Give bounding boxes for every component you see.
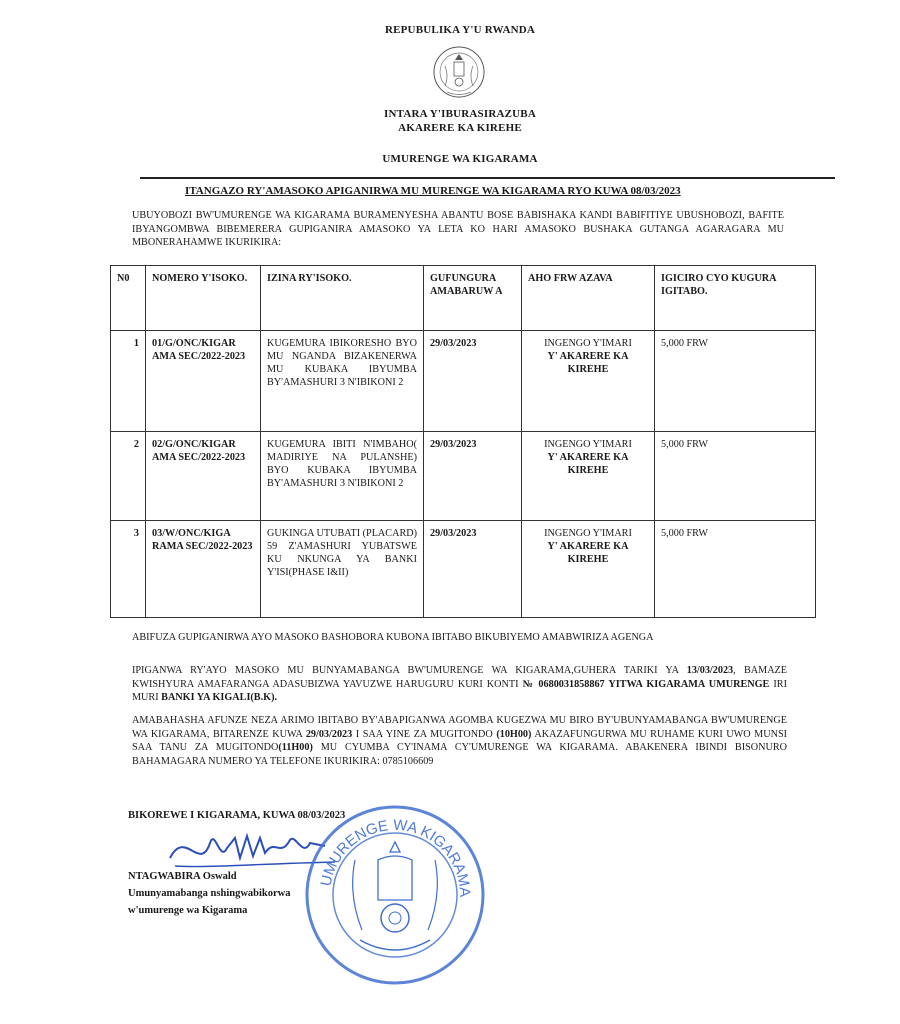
opening-date: 29/03/2023: [424, 432, 522, 521]
table-row: [111, 521, 816, 618]
svg-text:UMURENGE WA KIGARAMA: UMURENGE WA KIGARAMA: [317, 816, 474, 898]
payment-text-2: , BAMAZE KWISHYURA AMAFARANGA ADASUBIZWA YAVUZWE HARUGURU KURI KONTI: [132, 665, 787, 690]
submission-deadline: 29/03/2023: [305, 728, 353, 740]
row-number: 3: [111, 521, 146, 618]
submission-time: (10H00): [496, 728, 532, 740]
document-price: 5,000 FRW: [655, 432, 816, 521]
submission-text-1: AMABAHASHA AFUNZE NEZA ARIMO IBITABO BY'ABAPIGANWA AGOMBA KUGEZWA MU BIRO BY'UBUNYAMABANGA BW'UMURENGE WA KIGARAMA, BITARENZE KUWA: [132, 715, 787, 740]
col-header-document-price: IGICIRO CYO KUGURA IGITABO.: [655, 266, 816, 331]
col-header-tender-name: IZINA RY'ISOKO.: [261, 266, 424, 331]
submission-paragraph: [132, 714, 787, 768]
signatory-role-line2: w'umurenge wa Kigarama: [128, 905, 248, 916]
sales-start-date: 13/03/2023: [686, 665, 734, 676]
submission-text-2: I SAA YINE ZA MUGITONDO: [352, 728, 497, 740]
tender-name: KUGEMURA IBIKORESHO BYO MU NGANDA BIZAKENERWA MU KUBAKA IBYUMBA BY'AMASHURI 3 N'IBIKONI 2: [261, 331, 424, 432]
tender-ref: 02/G/ONC/KIGAR AMA SEC/2022-2023: [146, 432, 261, 521]
signatory-name: NTAGWABIRA Oswald: [128, 871, 237, 882]
opening-date: 29/03/2023: [424, 521, 522, 618]
tender-name: GUKINGA UTUBATI (PLACARD) 59 Z'AMASHURI YUBATSWE KU NKUNGA YA BANKI Y'ISI(PHASE I&II): [261, 521, 424, 618]
opening-time: (11H00): [278, 742, 313, 753]
submission-text-3: AKAZAFUNGURWA MU RUHAME KURI UWO MUNSI SAA TANU ZA MUGITONDO: [132, 728, 788, 753]
funding-source-line1: INGENGO Y'IMARI: [544, 439, 632, 450]
submission-text-4: MU CYUMBA CY'INAMA CY'UMURENGE WA KIGARAMA. ABAKENERA IBINDI BISONURO BAHAMAGARA NUMERO YA TELEFONE IKURIKIRA: 0785106609: [132, 742, 787, 767]
table-header-row: [111, 266, 816, 331]
bank-name: BANKI YA KIGALI(B.K).: [161, 692, 278, 703]
tender-ref: 01/G/ONC/KIGAR AMA SEC/2022-2023: [146, 331, 261, 432]
documents-availability-note: ABIFUZA GUPIGANIRWA AYO MASOKO BASHOBORA KUBONA IBITABO BIKUBIYEMO AMABWIRIZA AGENGA: [132, 632, 654, 643]
document-price: 5,000 FRW: [655, 521, 816, 618]
row-number: 1: [111, 331, 146, 432]
funding-source-line2: Y' AKARERE KA KIREHE: [547, 452, 629, 476]
bank-account: № 0680031858867 YITWA KIGARAMA UMURENGE: [522, 678, 770, 690]
funding-source: [522, 331, 655, 432]
funding-source-line2: Y' AKARERE KA KIREHE: [547, 541, 629, 565]
funding-source-line2: Y' AKARERE KA KIREHE: [547, 351, 629, 375]
row-number: 2: [111, 432, 146, 521]
col-header-tender-ref: NOMERO Y'ISOKO.: [146, 266, 261, 331]
funding-source-line1: INGENGO Y'IMARI: [544, 338, 632, 349]
document-price: 5,000 FRW: [655, 331, 816, 432]
payment-text-1: IPIGANWA RY'AYO MASOKO MU BUNYAMABANGA BW'UMURENGE WA KIGARAMA,GUHERA TARIKI YA: [132, 665, 687, 676]
col-header-opening-date: GUFUNGURA AMABARUW A: [424, 266, 522, 331]
col-header-funding-source: AHO FRW AZAVA: [522, 266, 655, 331]
col-header-number: N0: [111, 266, 146, 331]
opening-date: 29/03/2023: [424, 331, 522, 432]
payment-paragraph: [132, 664, 787, 705]
tender-name: KUGEMURA IBITI N'IMBAHO( MADIRIYE NA PULANSHE) BYO KUBAKA IBYUMBA BY'AMASHURI 3 N'IBIKONI 2: [261, 432, 424, 521]
tenders-table: [110, 265, 816, 618]
official-stamp: [300, 800, 490, 990]
coat-of-arms-emblem: [425, 42, 493, 102]
tender-ref: 03/W/ONC/KIGA RAMA SEC/2022-2023: [146, 521, 261, 618]
district-heading: AKARERE KA KIREHE: [398, 122, 522, 134]
table-row: [111, 432, 816, 521]
sector-heading: UMURENGE WA KIGARAMA: [382, 153, 538, 165]
province-heading: INTARA Y'IBURASIRAZUBA: [383, 108, 536, 120]
announcement-title: ITANGAZO RY'AMASOKO APIGANIRWA MU MURENGE WA KIGARAMA RYO KUWA 08/03/2023: [185, 185, 681, 197]
place-and-date: BIKOREWE I KIGARAMA, KUWA 08/03/2023: [128, 810, 346, 821]
republic-heading: REPUBULIKA Y'U RWANDA: [384, 24, 536, 36]
table-row: [111, 331, 816, 432]
funding-source-line1: INGENGO Y'IMARI: [544, 528, 632, 539]
signatory-role-line1: Umunyamabanga nshingwabikorwa: [128, 888, 291, 899]
intro-paragraph: UBUYOBOZI BW'UMURENGE WA KIGARAMA BURAMENYESHA ABANTU BOSE BABISHAKA KANDI BABIFITIYE UBUSHOBOZI, BAFITE IBYANGOMBWA BIBEMERERA GUPIGANIRA AMASOKO YA LETA KO HARI AMASOKO BUSHAKA GUTANGA AGARAGARA MU MBONERAHAMWE IKURIKIRA:: [132, 210, 784, 248]
header-divider: [140, 177, 835, 179]
funding-source: [522, 521, 655, 618]
funding-source: [522, 432, 655, 521]
payment-text-3: IRI MURI: [132, 678, 787, 703]
